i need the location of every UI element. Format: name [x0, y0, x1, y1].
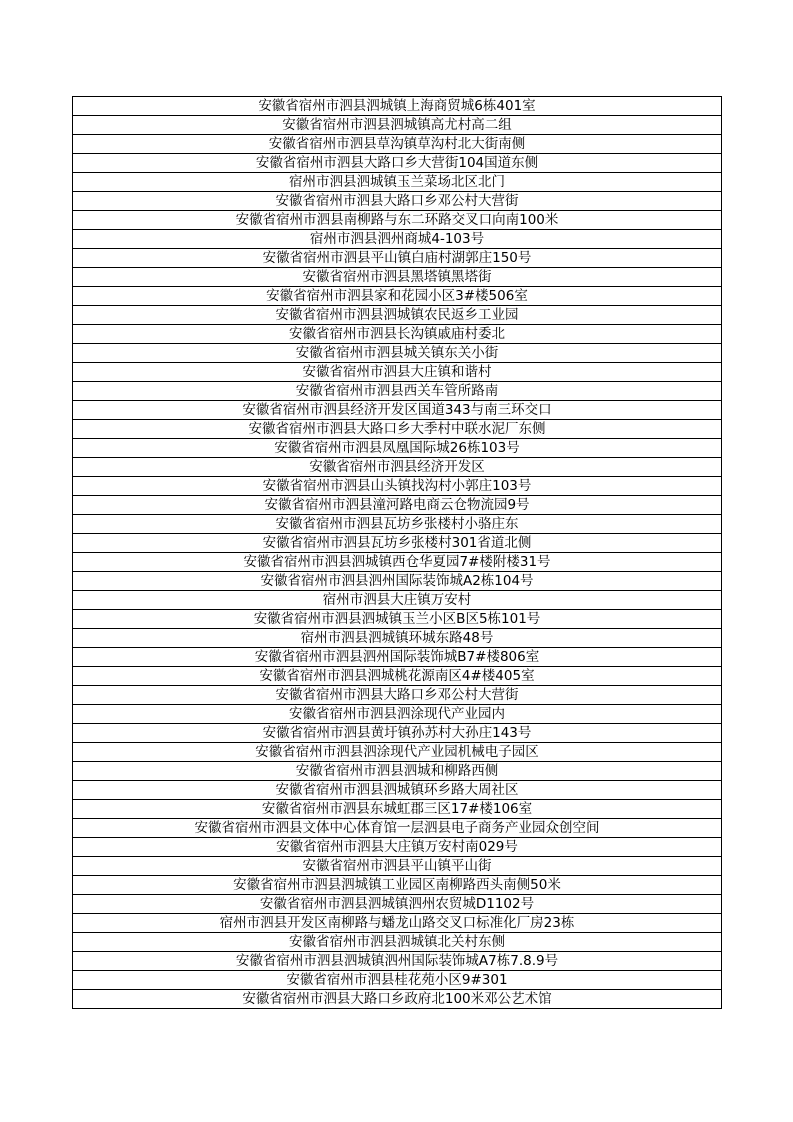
table-row: 安徽省宿州市泗县泗城镇泗州农贸城D1102号	[73, 895, 721, 914]
table-row: 安徽省宿州市泗县泗州国际装饰城A2栋104号	[73, 572, 721, 591]
table-row: 安徽省宿州市泗县大路口乡大季村中联水泥厂东侧	[73, 420, 721, 439]
table-row: 宿州市泗县大庄镇万安村	[73, 591, 721, 610]
table-row: 安徽省宿州市泗县瓦坊乡张楼村301省道北侧	[73, 534, 721, 553]
table-row: 安徽省宿州市泗县泗州国际装饰城B7#楼806室	[73, 648, 721, 667]
table-row: 安徽省宿州市泗县泗城和柳路西侧	[73, 762, 721, 781]
table-row: 安徽省宿州市泗县大路口乡邓公村大营街	[73, 192, 721, 211]
table-row: 宿州市泗县泗城镇玉兰菜场北区北门	[73, 173, 721, 192]
table-row: 安徽省宿州市泗县瓦坊乡张楼村小骆庄东	[73, 515, 721, 534]
table-row: 安徽省宿州市泗县泗城桃花源南区4#楼405室	[73, 667, 721, 686]
table-row: 安徽省宿州市泗县凤凰国际城26栋103号	[73, 439, 721, 458]
table-row: 安徽省宿州市泗县东城虹郡三区17#楼106室	[73, 800, 721, 819]
table-row: 宿州市泗县泗州商城4-103号	[73, 230, 721, 249]
table-row: 安徽省宿州市泗县泗涂现代产业园机械电子园区	[73, 743, 721, 762]
table-row: 安徽省宿州市泗县黄圩镇孙苏村大孙庄143号	[73, 724, 721, 743]
table-row: 安徽省宿州市泗县城关镇东关小街	[73, 344, 721, 363]
table-row: 安徽省宿州市泗县泗城镇高尤村高二组	[73, 116, 721, 135]
table-row: 安徽省宿州市泗县平山镇白庙村湖郭庄150号	[73, 249, 721, 268]
table-row: 安徽省宿州市泗县大庄镇万安村南029号	[73, 838, 721, 857]
table-row: 宿州市泗县泗城镇环城东路48号	[73, 629, 721, 648]
address-table	[72, 96, 722, 1009]
table-row: 安徽省宿州市泗县南柳路与东二环路交叉口向南100米	[73, 211, 721, 230]
table-row: 安徽省宿州市泗县大庄镇和谐村	[73, 363, 721, 382]
table-row: 安徽省宿州市泗县泗城镇农民返乡工业园	[73, 306, 721, 325]
table-row: 安徽省宿州市泗县泗城镇环乡路大周社区	[73, 781, 721, 800]
table-row: 安徽省宿州市泗县泗城镇上海商贸城6栋401室	[73, 97, 721, 116]
table-row: 安徽省宿州市泗县经济开发区国道343与南三环交口	[73, 401, 721, 420]
table-row: 安徽省宿州市泗县长沟镇戚庙村委北	[73, 325, 721, 344]
table-row: 安徽省宿州市泗县泗城镇泗州国际装饰城A7栋7.8.9号	[73, 952, 721, 971]
table-row: 安徽省宿州市泗县桂花苑小区9#301	[73, 971, 721, 990]
table-row: 安徽省宿州市泗县黑塔镇黑塔街	[73, 268, 721, 287]
table-row: 安徽省宿州市泗县文体中心体育馆一层泗县电子商务产业园众创空间	[73, 819, 721, 838]
table-row: 安徽省宿州市泗县西关车管所路南	[73, 382, 721, 401]
table-row: 安徽省宿州市泗县平山镇平山街	[73, 857, 721, 876]
table-row: 安徽省宿州市泗县泗城镇西仓华夏园7#楼附楼31号	[73, 553, 721, 572]
table-row: 安徽省宿州市泗县大路口乡政府北100米邓公艺术馆	[242, 991, 552, 1007]
table-row: 安徽省宿州市泗县潼河路电商云仓物流园9号	[73, 496, 721, 515]
table-row: 安徽省宿州市泗县泗涂现代产业园内	[73, 705, 721, 724]
table-row: 安徽省宿州市泗县大路口乡邓公村大营街	[73, 686, 721, 705]
table-row: 安徽省宿州市泗县草沟镇草沟村北大街南侧	[73, 135, 721, 154]
table-row: 安徽省宿州市泗县大路口乡大营街104国道东侧	[73, 154, 721, 173]
table-row: 宿州市泗县开发区南柳路与蟠龙山路交叉口标准化厂房23栋	[73, 914, 721, 933]
table-row: 安徽省宿州市泗县泗城镇北关村东侧	[73, 933, 721, 952]
table-row: 安徽省宿州市泗县泗城镇工业园区南柳路西头南侧50米	[73, 876, 721, 895]
table-row: 安徽省宿州市泗县经济开发区	[73, 458, 721, 477]
table-row: 安徽省宿州市泗县家和花园小区3#楼506室	[73, 287, 721, 306]
table-row: 安徽省宿州市泗县泗城镇玉兰小区B区5栋101号	[73, 610, 721, 629]
table-row: 安徽省宿州市泗县山头镇找沟村小郭庄103号	[73, 477, 721, 496]
